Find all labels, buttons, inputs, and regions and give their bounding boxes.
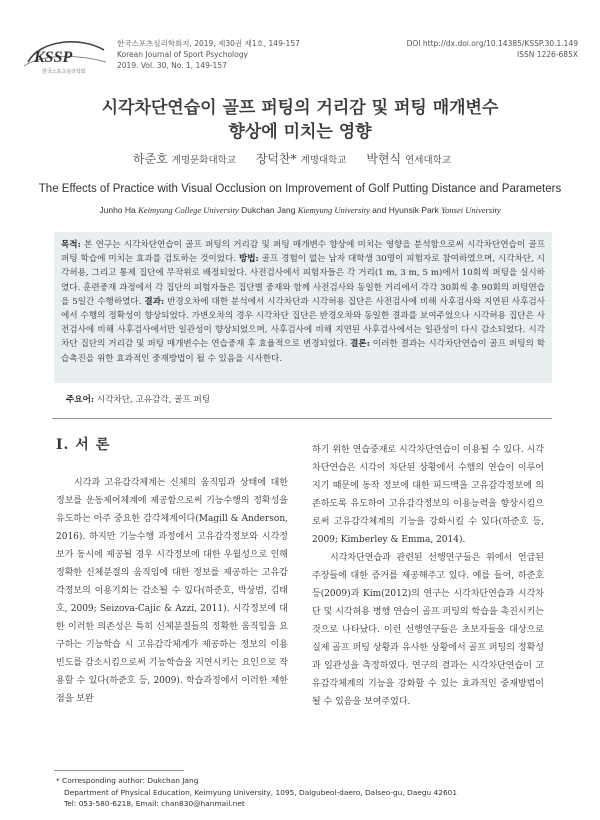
abstract-result-label: 결과: (144, 296, 165, 307)
author-affiliation: 계명문화대학교 (171, 155, 237, 166)
logo-subtext: 한국스포츠심리학회 (42, 69, 86, 75)
keywords-label: 주요어: (66, 395, 95, 405)
title-ko-line1: 시각차단연습이 골프 퍼팅의 거리감 및 퍼팅 매개변수 (101, 98, 499, 118)
doi-link[interactable]: DOI http://dx.doi.org/10.14385/KSSP.30.1.149 (406, 39, 578, 48)
title-ko-line2: 향상에 미치는 영향 (228, 122, 372, 142)
footnote-address: Department of Physical Education, Keimyung University, 1095, Dalgubeol-daero, Dalseo-gu, Daegu 42601 (64, 787, 458, 797)
authors-korean (0, 150, 600, 167)
footnote (56, 775, 457, 810)
body-right-column (312, 441, 544, 711)
title-english: The Effects of Practice with Visual Occlusion on Improvement of Golf Putting Distance and Parameters (38, 183, 562, 195)
author-affiliation: 연세대학교 (405, 155, 452, 166)
abstract-conclusion-label: 결론: (350, 339, 370, 350)
section-title: I. 서 론 (56, 437, 111, 453)
journal-info (117, 38, 300, 71)
journal-logo (20, 32, 112, 76)
author-affiliation: 계명대학교 (300, 155, 347, 166)
abstract-method-label: 방법: (238, 254, 259, 265)
journal-volume: 2019. Vol. 30, No. 1, 149-157 (117, 61, 227, 70)
footnote-divider (54, 770, 184, 771)
doi-info (407, 38, 578, 60)
footnote-contact: Tel: 053-580-6218, Email: chan830@hanmail.net (64, 799, 245, 808)
abstract-purpose-label: 목적: (61, 240, 81, 250)
abstract-box: 목적: 본 연구는 시각차단연습이 골프 퍼팅의 거리감 및 퍼팅 매개변수 향상에 미치는 영향을 분석함으로써 시각차단연습이 골프 퍼팅 학습에 미치는 효과를 검토하는 것이었다. 방법: 골프 경험이 없는 남자 대학생 30명이 피험자로 참여하였으며, 시각차단, 시각허용, 그리고 통제 집단에 무작위로 배정되었다. 사전검사에서 피험자들은 각 거리(1 m, 3 m, 5 m)에서 10회씩 퍼팅을 실시하였다. 훈련중재 과정에서 각 집단의 피험자들은 집단별 중재와 함께 사전검사와 동일한 거리에서 각각 30회씩 총 90회의 퍼팅연습을 5일간 수행하였다. 결과: 반경오차에 대한 분석에서 시각차단과 시각허용 집단은 사전검사에 비해 사후검사와 지연된 사후검사에서 수행의 정확성이 향상되었다. 가변오차의 경우 시각차단 집단은 반경오차와 동일한 결과를 보여주었으나 시각허용 집단은 사전검사에 비해 사후검사에서만 일관성이 향상되었으며, 사후검사에 비해 지연된 사후검사에서는 일관성이 다시 감소되었다. 시각차단 집단의 거리감 및 퍼팅 매개변수는 연습중재 후 효율적으로 변경되었다. 결론: 이러한 결과는 시각차단연습이 골프 퍼팅의 학습촉진을 위한 효과적인 중재방법이 될 수 있음을 시사한다. (54, 232, 552, 383)
body-left-column (56, 428, 288, 708)
journal-ko: 한국스포츠심리학회지, 2019, 제30권 제1호, 149-157 (117, 39, 300, 48)
paragraph: 시각차단연습과 관련된 선행연구들은 위에서 언급된 주장들에 대한 증거를 제공해주고 있다. 예를 들어, 하준호 등(2009)과 Kim(2012)의 연구는 시각차단연습과 시각차단 및 시각허용 병행 연습이 골프 퍼팅의 학습을 촉진시키는 것으로 나타났다. 이런 선행연구들은 초보자들을 대상으로 실제 골프 퍼팅 상황과 유사한 상황에서 골프 퍼팅의 정확성과 일관성을 측정하였다. 연구의 결과는 시각차단연습이 고유감각체계의 기능을 강화할 수 있는 효과적인 중재방법이 될 수 있음을 보여주었다. (312, 553, 544, 707)
divider (52, 418, 552, 419)
logo-text: KSSP (34, 49, 73, 66)
footnote-author: * Corresponding author: Dukchan Jang (56, 776, 199, 785)
author-name: 하준호 (132, 152, 168, 166)
paragraph: 하기 위한 연습중재로 시각차단연습이 이용될 수 있다. 시각차단연습은 시각이 차단된 상황에서 수행의 연습이 이루어지기 때문에 동작 정보에 대한 피드백을 고유감각정보에 의존하도록 유도하여 고유감각정보의 이용능력을 향상시킴으로써 고유감각체계의 기능을 강화시킬 수 있다(하준호 등, 2009; Kimberley & Emma, 2014). (312, 445, 544, 545)
paragraph: 시각과 고유감각체계는 신체의 움직임과 상태에 대한 정보를 운동제어체계에 제공함으로써 기능수행의 정확성을 유도하는 아주 중요한 감각체계이다(Magill & Anderson, 2016). 하지만 기능수행 과정에서 고유감각정보와 시각정보가 동시에 제공될 경우 시각정보에 대한 우월성으로 인해 정확한 신체분절의 움직임에 대한 정보를 제공하는 고유감각정보의 이용기회는 감소될 수 있다(하준호, 박상범, 김태호, 2009; Seizova-Cajic & Azzi, 2011). 시각정보에 대한 이러한 의존성은 특히 신체분절들의 정확한 움직임을 요구하는 기능학습 시 고유감각체계가 제공하는 정보의 이용 빈도를 감소시킴으로써 기능학습을 지연시키는 요인으로 작용할 수 있다(하준호 등, 2009). 학습과정에서 이러한 제한점을 보완 (56, 478, 288, 704)
journal-en: Korean Journal of Sport Psychology (117, 50, 248, 59)
keywords (66, 393, 210, 405)
keywords-text: 시각차단, 고유감각, 골프 퍼팅 (94, 395, 211, 405)
issn: ISSN 1226-685X (517, 50, 578, 59)
author-name: 장덕찬* (255, 152, 297, 166)
authors-english: Junho Ha Keimyung College University Dukchan Jang Kiemyung University and Hyunsik Park Yonsei University (99, 205, 501, 215)
author-name: 박현식 (366, 152, 402, 166)
title-korean (0, 96, 600, 144)
